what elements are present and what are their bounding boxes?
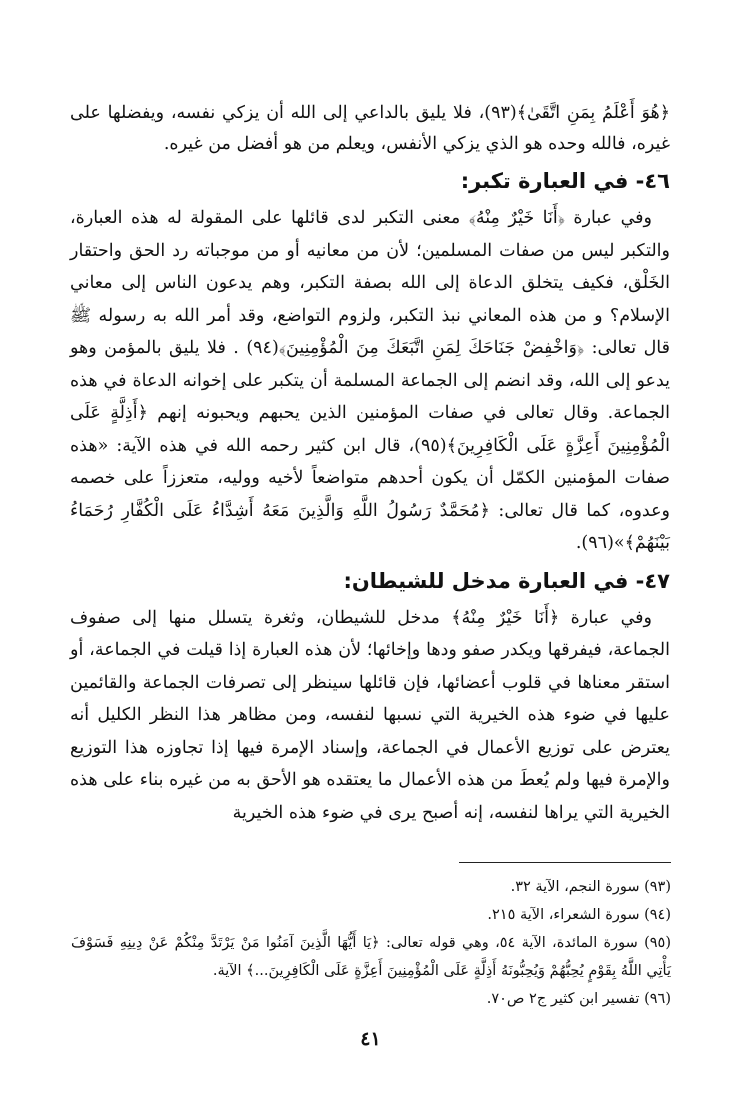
page-number: ٤١	[360, 1028, 381, 1050]
footnote-96: (٩٦) تفسير ابن كثير ج٢ ص٧٠.	[486, 991, 671, 1007]
paragraph-46: وفي عبارة ﴿أَنَا خَيْرٌ مِنْهُ﴾ معنى التكبر لدى قائلها على المقولة له هذه العبارة، والتكبر ليس من صفات المسلمين؛ لأن من معانيه أو من موجباته رد الحق واحتقار الخَلْق، فكيف يتخلق الدعاة إلى الله بصفة التكبر، وهم يدعون الناس إلى معاني الإسلام؟ و من هذه المعاني نبذ التكبر، ولزوم التواضع، وقد أمر الله به رسوله ﷺ قال تعالى: ﴿وَاخْفِضْ جَنَاحَكَ لِمَنِ اتَّبَعَكَ مِنَ الْمُؤْمِنِينَ﴾(٩٤) . فلا يليق بالمؤمن وهو يدعو إلى الله، وقد انضم إلى الجماعة المسلمة أن يتكبر على إخوانه الدعاة في هذه الجماعة. وقال تعالى في صفات المؤمنين الذين يحبهم ويحبونه إنهم ﴿أَذِلَّةٍ عَلَى الْمُؤْمِنِينَ أَعِزَّةٍ عَلَى الْكَافِرِينَ﴾(٩٥)، قال ابن كثير رحمه الله في هذه الآية: «هذه صفات المؤمنين الكمّل أن يكون أحدهم متواضعاً لأخيه ووليه، متعززاً على خصمه وعدوه، كما قال تعالى: ﴿مُحَمَّدٌ رَسُولُ اللَّهِ وَالَّذِينَ مَعَهُ أَشِدَّاءُ عَلَى الْكُفَّارِ رُحَمَاءُ بَيْنَهُمْ﴾»(٩٦).	[70, 208, 670, 553]
paragraph-47: وفي عبارة ﴿أَنَا خَيْرٌ مِنْهُ﴾ مدخل للشيطان، وثغرة يتسلل منها إلى صفوف الجماعة، فيفرقها ويكدر صفو ودها وإخائها؛ لأن هذه العبارة إذا قيلت في الجماعة، أو استقر معناها في قلوب أعضائها، فإن قائلها سينظر إلى تصرفات الجماعة والقائمين عليها في ضوء هذه الخيرية التي نسبها لنفسه، ومن مظاهر هذا النظر الكليل أنه يعترض على توزيع الأعمال في الجماعة، وإسناد الإمرة فيها إذا تجاوزه هذا التوزيع والإمرة فيها ولم يُعطَ من هذه الأعمال ما يعتقده هو الأحق به من غيره بناء على هذه الخيرية التي يراها لنفسه، إنه أصبح يرى في ضوء هذه الخيرية	[70, 607, 670, 823]
footnotes	[71, 862, 671, 1013]
section-heading-47: ٤٧- في العبارة مدخل للشيطان:	[343, 568, 670, 593]
section-heading-46: ٤٦- في العبارة تكبر:	[460, 169, 670, 193]
footnote-95: (٩٥) سورة المائدة، الآية ٥٤، وهي قوله تعالى: ﴿يَا أَيُّهَا الَّذِينَ آمَنُوا مَنْ يَرْتَدَّ مِنْكُمْ عَنْ دِينِهِ فَسَوْفَ يَأْتِي اللَّهُ بِقَوْمٍ يُحِبُّهُمْ وَيُحِبُّونَهُ أَذِلَّةٍ عَلَى الْمُؤْمِنِينَ أَعِزَّةٍ عَلَى الْكَافِرِينَ...﴾ الآية.	[71, 935, 671, 979]
page-body	[70, 98, 670, 829]
footnote-94: (٩٤) سورة الشعراء، الآية ٢١٥.	[487, 907, 671, 923]
footnote-divider	[459, 862, 671, 863]
intro-paragraph: ﴿هُوَ أَعْلَمُ بِمَنِ اتَّقَىٰ﴾(٩٣)، فلا يليق بالداعي إلى الله أن يزكي نفسه، ويفضلها على غيره، فالله وحده هو الذي يزكي الأنفس، ويعلم من هو أفضل من غيره.	[70, 103, 670, 154]
footnote-93: (٩٣) سورة النجم، الآية ٣٢.	[510, 879, 671, 895]
